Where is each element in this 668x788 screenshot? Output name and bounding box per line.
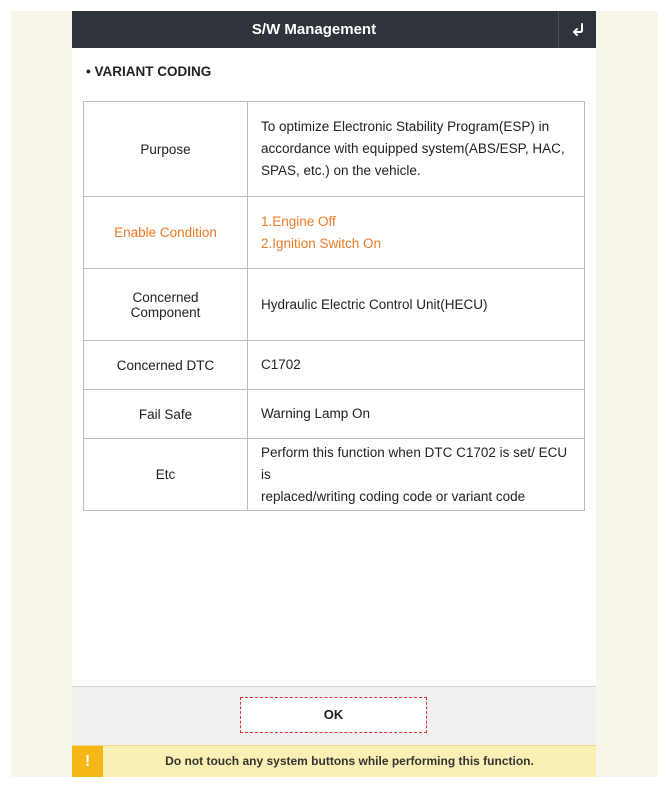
value-line: replaced/writing coding code or variant code [261, 488, 526, 504]
section-heading: • VARIANT CODING [86, 64, 212, 79]
row-label-concerned-dtc: Concerned DTC [84, 341, 248, 390]
value-line: Hydraulic Electric Control Unit(HECU) [261, 296, 488, 312]
table-row [84, 102, 585, 197]
row-value-purpose [248, 102, 585, 197]
row-value-etc [248, 439, 585, 511]
value-line: SPAS, etc.) on the vehicle. [261, 163, 421, 178]
table-row [84, 390, 585, 439]
dialog-footer [72, 686, 596, 746]
row-label-fail-safe: Fail Safe [84, 390, 248, 439]
label-line: Concerned [132, 289, 199, 305]
dialog-title: S/W Management [251, 21, 377, 38]
table-row [84, 269, 585, 341]
value-line: Warning Lamp On [261, 406, 371, 421]
warning-bar [72, 745, 596, 777]
exclamation-icon: ! [72, 746, 103, 777]
row-label-enable-condition: Enable Condition [84, 197, 248, 269]
table-row [84, 439, 585, 511]
title-bar [72, 11, 596, 48]
row-value-concerned-dtc [248, 341, 585, 390]
variant-coding-table [83, 101, 585, 511]
table-row [84, 197, 585, 269]
value-line: accordance with equipped system(ABS/ESP, HAC, [261, 141, 565, 156]
table-row [84, 341, 585, 390]
row-value-enable-condition [248, 197, 585, 269]
sw-management-dialog [72, 11, 596, 777]
warning-text: Do not touch any system buttons while performing this function. [165, 754, 534, 768]
value-line: To optimize Electronic Stability Program(ESP) in [261, 119, 550, 134]
row-value-fail-safe [248, 390, 585, 439]
back-button[interactable] [558, 11, 596, 48]
return-arrow-icon [570, 22, 586, 38]
row-value-concerned-component [248, 269, 585, 341]
screen-frame [11, 11, 658, 777]
value-line: 2.Ignition Switch On [261, 235, 382, 251]
ok-button[interactable]: OK [240, 697, 427, 733]
value-line: Perform this function when DTC C1702 is set/ ECU is [261, 444, 568, 482]
row-label-concerned-component [84, 269, 248, 341]
row-label-etc: Etc [84, 439, 248, 511]
value-line: 1.Engine Off [261, 213, 336, 229]
label-line: Component [130, 304, 201, 320]
row-label-purpose: Purpose [84, 102, 248, 197]
value-line: C1702 [261, 357, 301, 372]
